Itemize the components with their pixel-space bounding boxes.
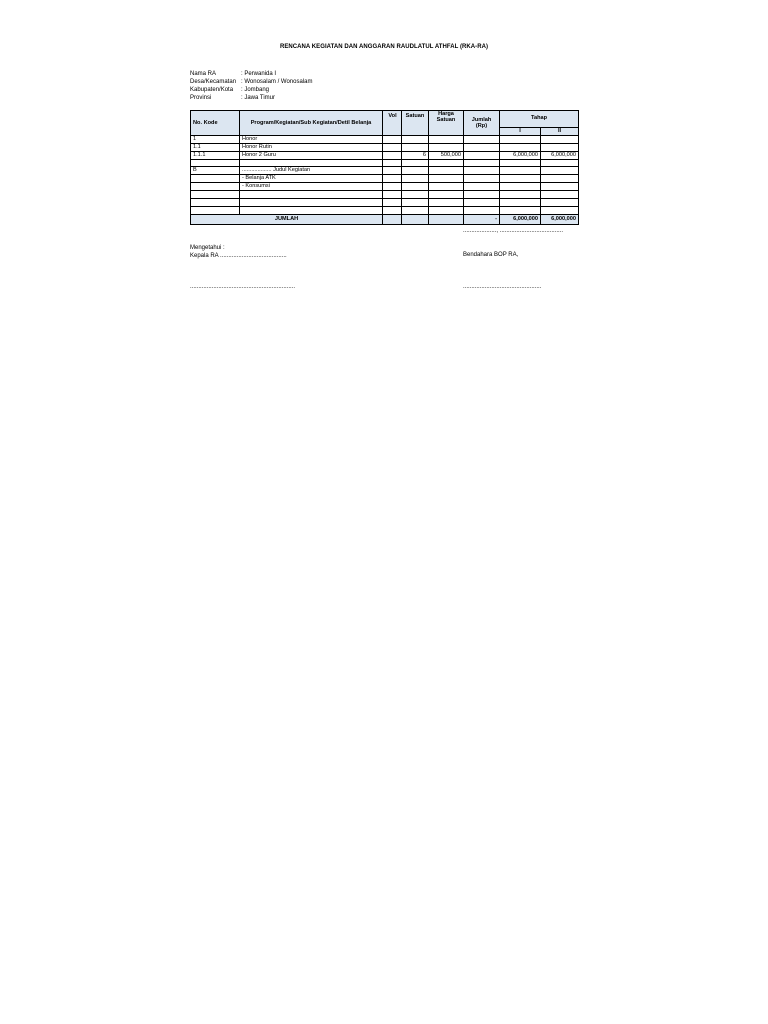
info-row-desa-kecamatan [190, 78, 312, 86]
cell-no-kode [191, 199, 240, 207]
cell-program: Honor [240, 136, 383, 144]
cell-harga [429, 191, 464, 199]
table-row [191, 183, 579, 191]
cell-harga [429, 207, 464, 215]
cell-tahap-1 [500, 183, 541, 191]
document-title: RENCANA KEGIATAN DAN ANGGARAN RAUDLATUL ATHFAL (RKA-RA) [279, 44, 489, 50]
total-jumlah: - [464, 215, 500, 225]
cell-tahap-1 [500, 199, 541, 207]
cell-tahap-2: 6,000,000 [541, 152, 579, 160]
cell-harga [429, 160, 464, 167]
info-row-nama-ra [190, 70, 312, 78]
cell-vol [383, 144, 402, 152]
cell-vol [383, 183, 402, 191]
cell-program: - Konsumsi [240, 183, 383, 191]
cell-jumlah [464, 160, 500, 167]
table-row [191, 207, 579, 215]
cell-tahap-1 [500, 191, 541, 199]
cell-harga: 500,000 [429, 152, 464, 160]
header-tahap-2: II [541, 127, 579, 135]
info-label: Nama RA [190, 71, 217, 77]
table-row [191, 152, 579, 160]
cell-tahap-1 [500, 207, 541, 215]
cell-satuan [402, 144, 429, 152]
cell-vol [383, 136, 402, 144]
header-program: Program/Kegiatan/Sub Kegiatan/Detil Belanja [240, 111, 383, 136]
cell-satuan [402, 160, 429, 167]
mengetahui-label: Mengetahui : [190, 245, 225, 251]
cell-program [240, 191, 383, 199]
info-value: : Jombang [241, 87, 270, 93]
cell-no-kode [191, 207, 240, 215]
cell-program [240, 160, 383, 167]
info-label: Kabupaten/Kota [190, 87, 234, 93]
cell-jumlah [464, 144, 500, 152]
cell-tahap-2 [541, 160, 579, 167]
cell-satuan [402, 175, 429, 183]
cell-jumlah [464, 136, 500, 144]
cell-tahap-1: 6,000,000 [500, 152, 541, 160]
cell-tahap-2 [541, 175, 579, 183]
total-tahap-1: 6,000,000 [500, 215, 541, 225]
cell-satuan [402, 199, 429, 207]
cell-program [240, 199, 383, 207]
cell-satuan [402, 191, 429, 199]
cell-tahap-2 [541, 167, 579, 175]
header-vol: Vol [383, 111, 402, 136]
cell-tahap-2 [541, 183, 579, 191]
table-row [191, 167, 579, 175]
cell-no-kode [191, 160, 240, 167]
cell-vol [383, 167, 402, 175]
cell-harga [429, 199, 464, 207]
total-satuan-cell [402, 215, 429, 225]
total-vol-cell [383, 215, 402, 225]
cell-tahap-2 [541, 207, 579, 215]
cell-satuan [402, 167, 429, 175]
table-row [191, 191, 579, 199]
cell-jumlah [464, 152, 500, 160]
cell-harga [429, 175, 464, 183]
cell-no-kode [191, 175, 240, 183]
info-value: : Wonosalam / Wonosalam [241, 79, 313, 85]
cell-no-kode: 1 [191, 136, 240, 144]
info-label: Desa/Kecamatan [190, 79, 237, 85]
cell-tahap-2 [541, 191, 579, 199]
cell-program: - Belanja ATK [240, 175, 383, 183]
header-no-kode: No. Kode [191, 111, 240, 136]
cell-harga [429, 167, 464, 175]
header-jumlah: Jumlah (Rp) [464, 111, 500, 136]
cell-jumlah [464, 183, 500, 191]
header-tahap-1: I [500, 127, 541, 135]
cell-jumlah [464, 191, 500, 199]
cell-tahap-1 [500, 144, 541, 152]
table-row [191, 199, 579, 207]
info-row-kabupaten-kota [190, 86, 312, 94]
cell-harga [429, 144, 464, 152]
place-date-line: ...................., ...................................... [463, 228, 564, 234]
cell-tahap-1 [500, 175, 541, 183]
info-value: : Jawa Timur [241, 95, 276, 101]
cell-satuan [402, 183, 429, 191]
header-harga-satuan: Harga Satuan [429, 111, 464, 136]
info-label: Provinsi [190, 95, 212, 101]
total-label: JUMLAH [191, 215, 383, 225]
cell-program: Honor Rutin [240, 144, 383, 152]
signature-line-right: ............................................... [463, 284, 542, 290]
rka-table [190, 110, 579, 225]
cell-vol [383, 207, 402, 215]
cell-jumlah [464, 167, 500, 175]
cell-vol [383, 160, 402, 167]
kepala-ra-label: Kepala RA ........................................ [190, 253, 287, 259]
cell-program: Honor 2 Guru [240, 152, 383, 160]
cell-jumlah [464, 199, 500, 207]
cell-satuan [402, 207, 429, 215]
cell-harga [429, 136, 464, 144]
info-row-provinsi [190, 94, 312, 102]
cell-tahap-2 [541, 136, 579, 144]
table-row [191, 175, 579, 183]
header-tahap: Tahap [500, 111, 579, 128]
cell-vol [383, 199, 402, 207]
total-row [191, 215, 579, 225]
cell-vol [383, 191, 402, 199]
cell-vol [383, 175, 402, 183]
cell-no-kode: B [191, 167, 240, 175]
cell-tahap-2 [541, 144, 579, 152]
cell-satuan: 6 [402, 152, 429, 160]
table-row [191, 160, 579, 167]
cell-satuan [402, 136, 429, 144]
cell-no-kode [191, 191, 240, 199]
cell-vol [383, 152, 402, 160]
bendahara-label: Bendahara BOP RA, [463, 252, 519, 258]
cell-program [240, 207, 383, 215]
cell-program: ................... Judul Kegiatan [240, 167, 383, 175]
cell-tahap-1 [500, 167, 541, 175]
cell-no-kode: 1.1 [191, 144, 240, 152]
table-row [191, 144, 579, 152]
table-row [191, 136, 579, 144]
cell-no-kode [191, 183, 240, 191]
cell-tahap-1 [500, 136, 541, 144]
total-harga-cell [429, 215, 464, 225]
ra-info [190, 70, 312, 102]
cell-tahap-1 [500, 160, 541, 167]
cell-no-kode: 1.1.1 [191, 152, 240, 160]
header-satuan: Satuan [402, 111, 429, 136]
cell-jumlah [464, 175, 500, 183]
cell-tahap-2 [541, 199, 579, 207]
info-value: : Perwanida I [241, 71, 277, 77]
cell-jumlah [464, 207, 500, 215]
total-tahap-2: 6,000,000 [541, 215, 579, 225]
signature-line-left: ............................................................... [190, 284, 296, 290]
cell-harga [429, 183, 464, 191]
mengetahui-block [190, 244, 287, 260]
